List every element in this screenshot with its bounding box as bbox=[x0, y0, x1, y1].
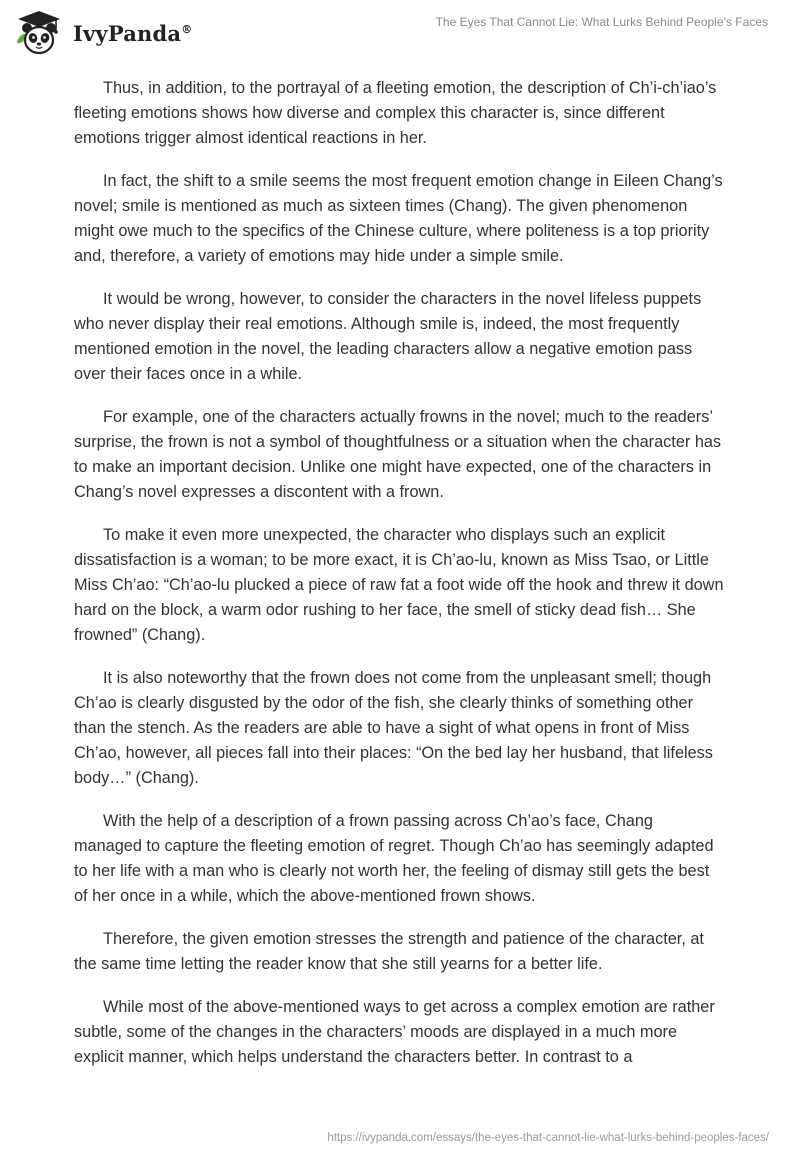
brand-name bbox=[73, 21, 192, 46]
document-title: The Eyes That Cannot Lie: What Lurks Behind People’s Faces bbox=[435, 15, 768, 29]
paragraph: For example, one of the characters actually frowns in the novel; much to the readers’ surprise, the frown is not a symbol of thoughtfulness or a situation when the character has to make an important decision. Unlike one might have expected, one of the characters in Chang’s novel expresses a discontent with a frown. bbox=[74, 408, 722, 501]
registered-mark: ® bbox=[181, 22, 193, 36]
paragraph: Therefore, the given emotion stresses the strength and patience of the character, at the same time letting the reader know that she still yearns for a better life. bbox=[74, 930, 704, 973]
paragraph: To make it even more unexpected, the character who displays such an explicit dissatisfaction is a woman; to be more exact, it is Ch’ao-lu, known as Miss Tsao, or Little Miss Ch’ao: “Ch’ao-lu plucked a piece of raw fat a foot wide off the hook and threw it down hard on the block, a warm odor rushing to her face, the smell of sticky dead fish… She frowned” (Chang). bbox=[74, 526, 724, 644]
essay-body bbox=[74, 76, 724, 1088]
paragraph: It is also noteworthy that the frown does not come from the unpleasant smell; though Ch’ao is clearly disgusted by the odor of the fish, she clearly thinks of something other than the stench. As the readers are able to have a sight of what opens in front of Miss Ch’ao, however, all pieces fall into their places: “On the bed lay her husband, that lifeless body…” (Chang). bbox=[74, 669, 713, 787]
panda-mascot-icon bbox=[14, 9, 64, 57]
source-url[interactable]: https://ivypanda.com/essays/the-eyes-that-cannot-lie-what-lurks-behind-peoples-faces/ bbox=[327, 1132, 769, 1144]
page-header bbox=[0, 0, 800, 70]
paragraph: In fact, the shift to a smile seems the most frequent emotion change in Eileen Chang’s novel; smile is mentioned as much as sixteen times (Chang). The given phenomenon might owe much to the specifics of the Chinese culture, where politeness is a top priority and, therefore, a variety of emotions may hide under a simple smile. bbox=[74, 172, 723, 265]
brand-name-text: IvyPanda bbox=[73, 20, 182, 46]
ivypanda-logo[interactable] bbox=[14, 9, 192, 57]
paragraph: With the help of a description of a frown passing across Ch’ao’s face, Chang managed to capture the fleeting emotion of regret. Though Ch’ao has seemingly adapted to her life with a man who is clearly not worth her, the feeling of dismay still gets the best of her once in a while, which the above-mentioned frown shows. bbox=[74, 812, 714, 905]
paragraph: It would be wrong, however, to consider the characters in the novel lifeless puppets who never display their real emotions. Although smile is, indeed, the most frequently mentioned emotion in the novel, the leading characters allow a negative emotion pass over their faces once in a while. bbox=[74, 290, 702, 383]
paragraph: While most of the above-mentioned ways to get across a complex emotion are rather subtle, some of the changes in the characters’ moods are displayed in a much more explicit manner, which helps understand the characters better. In contrast to a bbox=[74, 998, 715, 1066]
paragraph: Thus, in addition, to the portrayal of a fleeting emotion, the description of Ch’i-ch’iao’s fleeting emotions shows how diverse and complex this character is, since different emotions trigger almost identical reactions in her. bbox=[74, 79, 717, 147]
